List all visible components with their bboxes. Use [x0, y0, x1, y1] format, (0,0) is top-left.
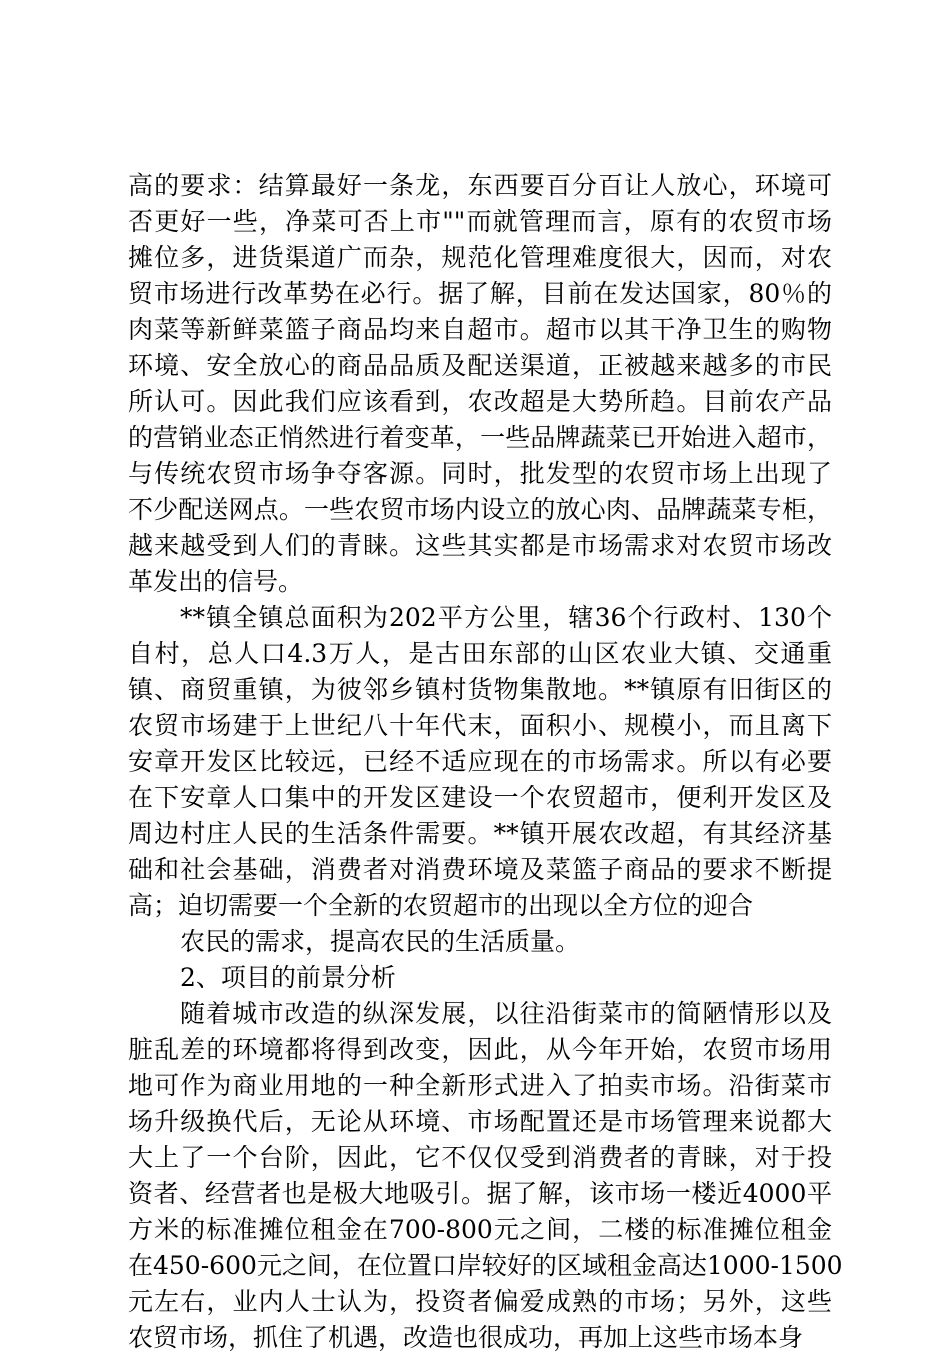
paragraph	[128, 996, 843, 1356]
text-line: 高；迫切需要一个全新的农贸超市的出现以全方位的迎合	[128, 891, 754, 920]
text-line: **镇全镇总面积为202平方公里，辖36个行政村、130个	[180, 603, 832, 632]
text-line: 元左右，业内人士认为，投资者偏爱成熟的市场；另外，这些	[128, 1287, 832, 1316]
text-line: 方米的标准摊位租金在700-800元之间，二楼的标准摊位租金	[128, 1215, 832, 1244]
text-line: 与传统农贸市场争夺客源。同时，批发型的农贸市场上出现了	[128, 459, 832, 488]
text-line: 环境、安全放心的商品品质及配送渠道，正被越来越多的市民	[128, 351, 832, 380]
document-body	[128, 168, 843, 1356]
text-line: 摊位多，进货渠道广而杂，规范化管理难度很大，因而，对农	[128, 243, 832, 272]
paragraph	[128, 168, 832, 600]
paragraph	[128, 960, 832, 996]
text-line: 自村，总人口4.3万人，是古田东部的山区农业大镇、交通重	[128, 639, 832, 668]
text-line: 不少配送网点。一些农贸市场内设立的放心肉、品牌蔬菜专柜，	[128, 495, 832, 524]
text-line: 越来越受到人们的青睐。这些其实都是市场需求对农贸市场改	[128, 531, 832, 560]
text-line: 2、项目的前景分析	[180, 963, 396, 992]
text-line: 周边村庄人民的生活条件需要。**镇开展农改超，有其经济基	[128, 819, 832, 848]
text-line: 所认可。因此我们应该看到，农改超是大势所趋。目前农产品	[128, 387, 832, 416]
paragraph	[128, 600, 832, 924]
text-line: 在450-600元之间，在位置口岸较好的区域租金高达1000-1500	[128, 1251, 843, 1280]
text-line: 安章开发区比较远，已经不适应现在的市场需求。所以有必要	[128, 747, 832, 776]
text-line: 在下安章人口集中的开发区建设一个农贸超市，便利开发区及	[128, 783, 832, 812]
text-line: 贸市场进行改革势在必行。据了解，目前在发达国家，80％的	[128, 279, 832, 308]
text-line: 否更好一些，净菜可否上市""而就管理而言，原有的农贸市场	[128, 207, 832, 236]
text-line: 脏乱差的环境都将得到改变，因此，从今年开始，农贸市场用	[128, 1035, 832, 1064]
text-line: 大上了一个台阶，因此，它不仅仅受到消费者的青睐，对于投	[128, 1143, 832, 1172]
text-line: 农贸市场，抓住了机遇，改造也很成功，再加上这些市场本身	[128, 1323, 804, 1352]
text-line: 地可作为商业用地的一种全新形式进入了拍卖市场。沿街菜市	[128, 1071, 832, 1100]
text-line: 农民的需求，提高农民的生活质量。	[180, 927, 581, 956]
text-line: 场升级换代后，无论从环境、市场配置还是市场管理来说都大	[128, 1107, 832, 1136]
text-line: 革发出的信号。	[128, 567, 304, 596]
paragraph	[128, 924, 832, 960]
text-line: 农贸市场建于上世纪八十年代末，面积小、规模小，而且离下	[128, 711, 832, 740]
text-line: 础和社会基础，消费者对消费环境及菜篮子商品的要求不断提	[128, 855, 832, 884]
text-line: 高的要求：结算最好一条龙，东西要百分百让人放心，环境可	[128, 171, 832, 200]
text-line: 肉菜等新鲜菜篮子商品均来自超市。超市以其干净卫生的购物	[128, 315, 832, 344]
text-line: 随着城市改造的纵深发展，以往沿街菜市的简陋情形以及	[180, 999, 832, 1028]
text-line: 镇、商贸重镇，为彼邻乡镇村货物集散地。**镇原有旧街区的	[128, 675, 832, 704]
text-line: 的营销业态正悄然进行着变革，一些品牌蔬菜已开始进入超市，	[128, 423, 832, 452]
text-line: 资者、经营者也是极大地吸引。据了解，该市场一楼近4000平	[128, 1179, 832, 1208]
